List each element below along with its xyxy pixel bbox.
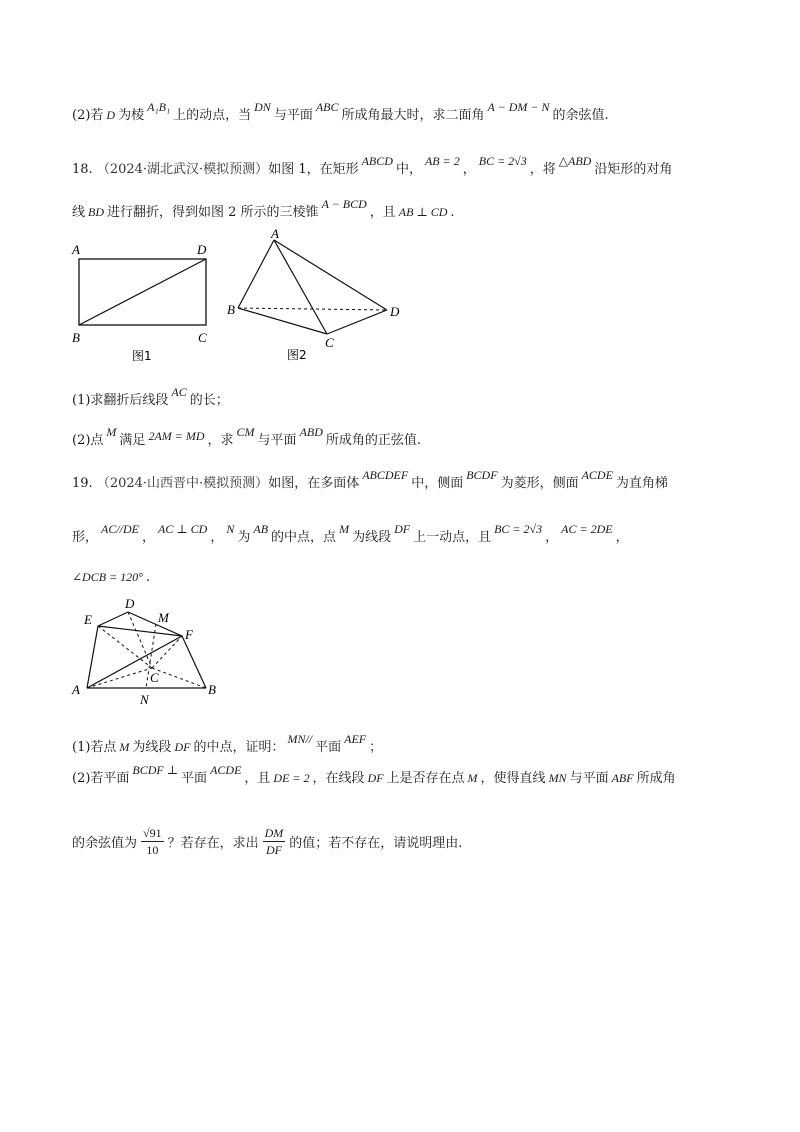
cosine-fraction <box>141 825 164 858</box>
question-source: （2024·湖北武汉·模拟预测） <box>96 162 269 177</box>
text: 如图 1，在矩形 <box>268 162 359 177</box>
math: AEF <box>344 732 367 746</box>
text: 为棱 <box>118 108 145 123</box>
hidden-edge-ac <box>87 668 152 688</box>
math: BD <box>88 205 105 219</box>
vector-equation: 2AM = MD <box>148 429 205 443</box>
edge-cd <box>327 310 387 334</box>
label-a: A <box>271 226 279 241</box>
q19-line3 <box>72 567 150 588</box>
text: (2)点 <box>72 433 104 448</box>
figure-caption: 图1 <box>132 349 152 363</box>
q18-figure-1 <box>70 238 220 366</box>
figure-caption: 图2 <box>287 348 307 362</box>
fraction-denominator: DF <box>265 843 282 857</box>
q19-line2 <box>72 522 629 548</box>
math: ABCD <box>361 154 393 168</box>
math: AB <box>253 522 269 536</box>
label-a: A <box>72 242 80 257</box>
label-d: D <box>390 304 400 319</box>
text: 上一动点，且 <box>413 530 492 545</box>
text: 的余弦值. <box>552 108 609 123</box>
label-b: B <box>227 302 235 317</box>
text: ， <box>210 530 224 545</box>
label-c: C <box>198 330 207 345</box>
q19-part2 <box>72 763 676 789</box>
diagonal-bd <box>79 259 206 325</box>
math: AC <box>171 385 187 399</box>
text: ， <box>462 162 476 177</box>
math: BCDF <box>466 468 498 482</box>
text: 沿矩形的对角 <box>594 162 673 177</box>
text: 所成角 <box>636 771 676 786</box>
hidden-edge-cf <box>152 636 182 668</box>
text: 中，侧面 <box>411 476 464 491</box>
q18-figure-2 <box>225 228 405 366</box>
edge-ea <box>87 626 98 688</box>
math: M <box>467 771 478 785</box>
text: 线 <box>72 205 86 220</box>
q18-line1 <box>72 154 673 180</box>
math: ACDE <box>210 763 242 777</box>
math: DN <box>254 100 271 114</box>
math: A − DM − N <box>487 100 550 114</box>
text: 的中点，证明： <box>193 740 285 755</box>
text: ， <box>615 530 629 545</box>
text: 与平面 <box>257 433 297 448</box>
text: 为菱形，侧面 <box>500 476 579 491</box>
text: 与平面 <box>569 771 609 786</box>
math: CM <box>236 425 255 439</box>
q18-part2 <box>72 425 422 451</box>
question-source: （2024·山西晋中·模拟预测） <box>96 476 269 491</box>
text: . <box>145 570 151 585</box>
text: 上是否存在点 <box>386 771 465 786</box>
math: ACDE <box>581 468 613 482</box>
text: 满足 <box>119 433 146 448</box>
text: 中， <box>395 162 422 177</box>
fraction-denominator: 10 <box>146 843 159 857</box>
math: N <box>226 522 235 536</box>
math: BCDF ⊥ <box>132 763 179 777</box>
math: M <box>339 522 350 536</box>
text: 上的动点，当 <box>173 108 252 123</box>
rectangle-diagram <box>70 238 220 366</box>
text: 如图，在多面体 <box>268 476 360 491</box>
edge-ac <box>274 240 327 334</box>
edge-bc <box>238 308 327 334</box>
math: △ABD <box>558 154 592 168</box>
q19-part2-cont <box>72 824 462 864</box>
edge-ed <box>98 612 128 626</box>
text: 为 <box>237 530 251 545</box>
q19-part1 <box>72 732 383 758</box>
text: 为线段 <box>352 530 392 545</box>
math: DF <box>394 522 411 536</box>
edge-fb <box>182 636 206 688</box>
text: 与平面 <box>273 108 313 123</box>
edge-ab <box>238 240 274 308</box>
label-d: D <box>125 596 135 611</box>
math: AB ⊥ CD <box>398 205 448 219</box>
text: (2)若 <box>72 108 104 123</box>
text: ，求 <box>207 433 234 448</box>
text: ？若存在，求出 <box>167 836 259 851</box>
text: (1)若点 <box>72 740 117 755</box>
label-m: M <box>158 610 169 625</box>
q17-part2-line <box>72 100 609 126</box>
text: 为线段 <box>132 740 172 755</box>
text: ，将 <box>529 162 556 177</box>
math: MN <box>548 771 567 785</box>
math: AC ⊥ CD <box>158 522 208 536</box>
edge-ad <box>274 240 387 310</box>
text: (1)求翻折后线段 <box>72 393 169 408</box>
math: AC//DE <box>101 522 140 536</box>
math: BC = 2√3 <box>494 522 543 536</box>
text: 的中点，点 <box>271 530 337 545</box>
text: 平面 <box>181 771 208 786</box>
text: 进行翻折，得到如图 2 所示的三棱锥 <box>107 205 319 220</box>
polyhedron-diagram <box>70 596 230 708</box>
label-c: C <box>150 670 159 685</box>
math: AC = 2DE <box>561 522 613 536</box>
text: 的长； <box>189 393 229 408</box>
label-b: B <box>72 330 80 345</box>
math: A − BCD <box>321 197 367 211</box>
math: AB = 2 <box>424 154 460 168</box>
question-number: 18. <box>72 162 93 177</box>
math: M <box>119 740 130 754</box>
text: 的值；若不存在，请说明理由. <box>289 836 463 851</box>
text: ，且 <box>244 771 271 786</box>
text: ， <box>142 530 156 545</box>
math: ABD <box>299 425 323 439</box>
math: ABCDEF <box>362 468 409 482</box>
label-n: N <box>140 692 149 707</box>
label-f: F <box>185 627 193 642</box>
q18-part1 <box>72 385 229 411</box>
math: MN// <box>287 732 313 746</box>
q19-figure <box>70 596 230 708</box>
math: M <box>106 425 117 439</box>
math: BC = 2√3 <box>478 154 527 168</box>
text: 为直角梯 <box>615 476 668 491</box>
text: ，使得直线 <box>480 771 546 786</box>
text: 所成角的正弦值. <box>325 433 422 448</box>
text: 形， <box>72 530 99 545</box>
math: ABF <box>611 771 634 785</box>
edge-af <box>87 636 182 688</box>
text: 平面 <box>315 740 342 755</box>
label-b: B <box>208 682 216 697</box>
text: . <box>450 205 455 220</box>
text: (2)若平面 <box>72 771 130 786</box>
text: ，在线段 <box>312 771 365 786</box>
label-a: A <box>72 682 80 697</box>
text: 所成角最大时，求二面角 <box>341 108 485 123</box>
label-c: C <box>325 335 334 350</box>
math: ∠DCB = 120° <box>72 570 143 584</box>
q18-line2 <box>72 197 455 223</box>
q19-line1 <box>72 468 668 494</box>
math: DF <box>367 771 384 785</box>
text: 的余弦值为 <box>72 836 138 851</box>
text: ； <box>369 740 383 755</box>
pyramid-diagram <box>225 228 405 366</box>
math: DE = 2 <box>273 771 310 785</box>
ratio-fraction <box>263 825 286 858</box>
text: ，且 <box>369 205 396 220</box>
label-e: E <box>84 612 92 627</box>
label-d: D <box>197 242 207 257</box>
text: ， <box>545 530 559 545</box>
hidden-edge-ec <box>98 626 152 668</box>
math: ABC <box>315 100 339 114</box>
fraction-numerator: √91 <box>143 826 162 840</box>
math: A₁B₁ <box>147 100 171 114</box>
math: DF <box>174 740 191 754</box>
fraction-numerator: DM <box>264 826 284 840</box>
math: D <box>106 108 116 122</box>
question-number: 19. <box>72 476 93 491</box>
